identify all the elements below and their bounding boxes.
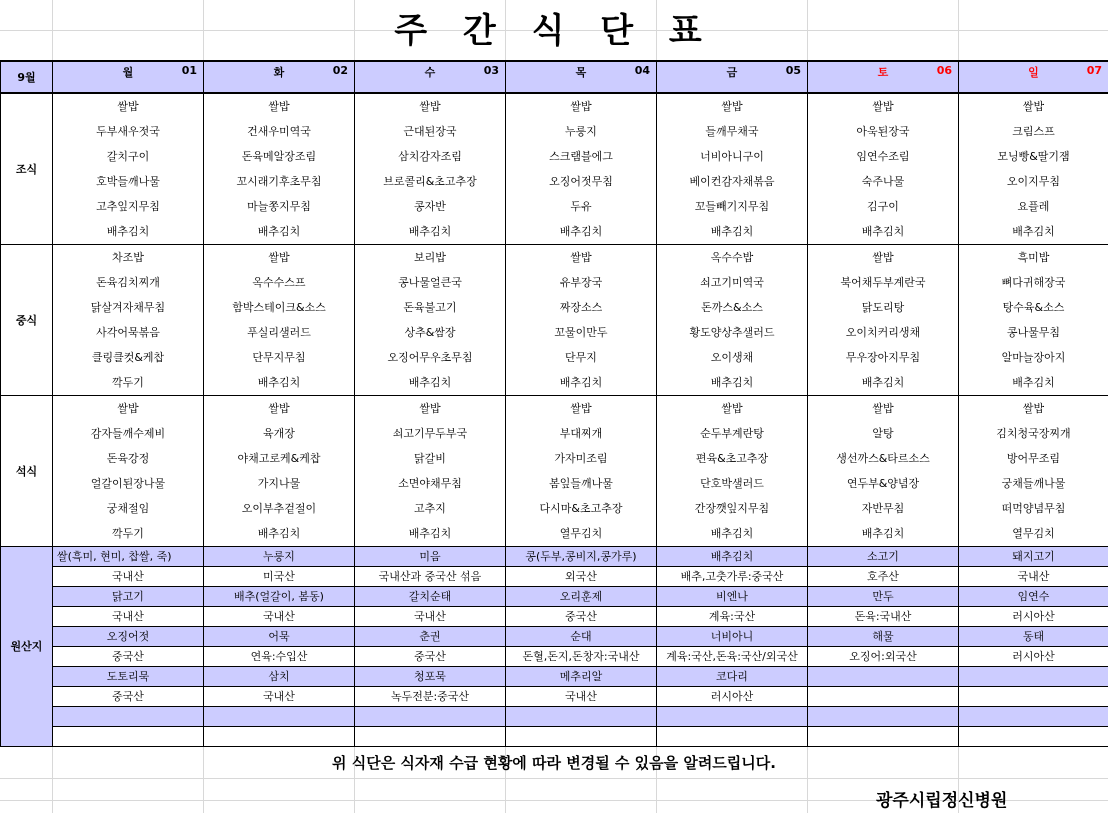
footer-notice: 위 식단은 식자재 수급 현황에 따라 변경될 수 있음을 알려드립니다.	[332, 754, 776, 772]
menu-item: 클링클컷&케찹	[91, 351, 165, 364]
origin-cell	[506, 707, 657, 727]
day-header-6	[808, 61, 959, 93]
menu-item: 쌀밥	[268, 251, 290, 264]
meal-day-cell	[808, 93, 959, 245]
origin-cell	[959, 687, 1108, 707]
menu-item: 쌀밥	[721, 402, 743, 415]
menu-item: 마늘쫑지무침	[247, 200, 311, 213]
origin-cell: 국내산	[204, 607, 355, 627]
menu-item: 뼈다귀해장국	[1001, 276, 1066, 289]
day-date: 07	[1086, 64, 1102, 77]
menu-item: 짜장소스	[559, 301, 603, 314]
origin-cell: 계육:국산	[657, 607, 808, 627]
menu-item: 단무지무침	[252, 351, 306, 364]
menu-item: 꼬들빼기지무침	[694, 200, 770, 213]
menu-item: 궁채절임	[106, 502, 150, 515]
menu-item: 고추지	[414, 502, 446, 515]
menu-item: 누룽지	[565, 125, 597, 138]
origin-cell: 중국산	[506, 607, 657, 627]
meal-day-cell	[808, 396, 959, 547]
day-header-2	[204, 61, 355, 93]
origin-cell: 너비아니	[657, 627, 808, 647]
origin-cell: 돼지고기	[959, 547, 1108, 567]
day-name: 일	[1028, 66, 1039, 79]
origin-label: 원산지	[1, 547, 53, 747]
menu-item: 간장깻잎지무침	[694, 502, 770, 515]
meal-day-cell	[506, 396, 657, 547]
origin-cell	[959, 667, 1108, 687]
menu-item: 배추김치	[710, 376, 754, 389]
origin-cell: 메추리알	[506, 667, 657, 687]
day-header-4	[506, 61, 657, 93]
menu-item: 옥수수밥	[710, 251, 754, 264]
menu-item: 오이지무침	[1006, 175, 1061, 188]
menu-item: 김구이	[867, 200, 899, 213]
origin-cell: 춘권	[355, 627, 506, 647]
menu-item: 쌀밥	[721, 100, 743, 113]
menu-item: 차조밥	[112, 251, 144, 264]
menu-item: 흑미밥	[1017, 251, 1050, 264]
menu-item: 모닝빵&딸기잼	[997, 150, 1070, 163]
menu-item: 배추김치	[408, 527, 452, 540]
menu-item: 배추김치	[710, 225, 754, 238]
menu-item: 꼬시래기후초무침	[236, 175, 322, 188]
menu-item: 감자들깨수제비	[90, 427, 166, 440]
meal-day-cell	[53, 245, 204, 396]
menu-item: 스크램블에그	[549, 150, 613, 163]
meal-day-cell	[657, 93, 808, 245]
menu-item: 가자미조림	[554, 452, 608, 465]
menu-item: 유부장국	[559, 276, 603, 289]
menu-item: 배추김치	[861, 376, 905, 389]
meal-day-cell	[808, 245, 959, 396]
menu-item: 브로콜리&초고추장	[383, 175, 477, 188]
origin-row-9	[1, 707, 1108, 727]
meal-day-cell	[506, 93, 657, 245]
origin-cell: 연육:수입산	[204, 647, 355, 667]
origin-cell	[53, 727, 204, 747]
menu-item: 봄잎들깨나물	[549, 477, 613, 490]
menu-item: 꼬물이만두	[554, 326, 608, 339]
origin-cell: 콩(두부,콩비지,콩가루)	[506, 547, 657, 567]
origin-cell	[657, 727, 808, 747]
day-name: 토	[877, 66, 889, 79]
meal-day-cell	[355, 396, 506, 547]
origin-row-8	[1, 687, 1108, 707]
menu-item: 떠먹양념무침	[1001, 502, 1066, 515]
origin-cell: 오리훈제	[506, 587, 657, 607]
menu-item: 들깨무채국	[705, 125, 759, 138]
weekly-menu-table	[0, 60, 1108, 747]
origin-row-7	[1, 667, 1108, 687]
origin-cell: 오징어:외국산	[808, 647, 959, 667]
menu-item: 쌀밥	[570, 251, 592, 264]
menu-item: 상추&쌈장	[404, 326, 456, 339]
hospital-name: 광주시립정신병원	[876, 791, 1008, 811]
menu-item: 열무김치	[1012, 527, 1055, 540]
menu-item: 쌀밥	[268, 100, 290, 113]
menu-item: 알마늘장아지	[1001, 351, 1066, 364]
menu-item: 배추김치	[408, 376, 452, 389]
menu-item: 임연수조림	[856, 150, 910, 163]
menu-item: 열무김치	[559, 527, 603, 540]
menu-item: 너비아니구이	[700, 150, 764, 163]
origin-cell: 청포묵	[355, 667, 506, 687]
menu-item: 돈육강정	[106, 452, 150, 465]
menu-item: 함박스테이크&소스	[232, 301, 326, 314]
menu-item: 숙주나물	[861, 175, 905, 188]
menu-item: 배추김치	[408, 225, 452, 238]
menu-item: 북어채두부계란국	[840, 276, 926, 289]
origin-cell: 비엔나	[657, 587, 808, 607]
origin-cell	[204, 727, 355, 747]
day-header-3	[355, 61, 506, 93]
menu-item: 쌀밥	[872, 402, 894, 415]
origin-cell	[657, 707, 808, 727]
menu-item: 단호박샐러드	[700, 477, 764, 490]
meal-label: 석식	[1, 396, 53, 547]
menu-item: 생선까스&타르소스	[836, 452, 930, 465]
day-name: 화	[273, 66, 285, 79]
menu-item: 돈육불고기	[403, 301, 457, 314]
origin-cell: 만두	[808, 587, 959, 607]
origin-cell: 배추,고춧가루:중국산	[657, 567, 808, 587]
origin-cell	[355, 707, 506, 727]
menu-item: 배추김치	[559, 376, 603, 389]
day-name: 목	[575, 66, 587, 79]
day-header-row	[1, 61, 1108, 93]
origin-cell: 호주산	[808, 567, 959, 587]
menu-item: 배추김치	[257, 376, 301, 389]
origin-cell: 미국산	[204, 567, 355, 587]
meal-day-cell	[53, 396, 204, 547]
menu-item: 깍두기	[112, 527, 144, 540]
menu-item: 크림스프	[1012, 125, 1055, 138]
menu-item: 황도양상추샐러드	[689, 326, 775, 339]
origin-cell: 외국산	[506, 567, 657, 587]
day-header-5	[657, 61, 808, 93]
origin-cell: 중국산	[53, 687, 204, 707]
origin-cell: 미음	[355, 547, 506, 567]
meal-day-cell	[959, 93, 1108, 245]
menu-item: 삼치감자조림	[398, 150, 462, 163]
origin-cell: 배추(얼갈이, 봄동)	[204, 587, 355, 607]
origin-cell: 국내산	[355, 607, 506, 627]
origin-cell: 순대	[506, 627, 657, 647]
menu-item: 다시마&초고추장	[539, 502, 623, 515]
meal-day-cell	[657, 396, 808, 547]
menu-item: 배추김치	[861, 225, 905, 238]
menu-item: 배추김치	[106, 225, 150, 238]
menu-item: 오이부추겉절이	[241, 502, 317, 515]
menu-item: 쌀밥	[570, 100, 592, 113]
menu-item: 푸실리샐러드	[247, 326, 311, 339]
origin-cell	[355, 727, 506, 747]
origin-row-4	[1, 607, 1108, 627]
origin-cell: 국내산	[506, 687, 657, 707]
day-header-1	[53, 61, 204, 93]
origin-cell: 오징어젓	[53, 627, 204, 647]
origin-cell: 돈육:국내산	[808, 607, 959, 627]
menu-item: 오징어무우초무침	[387, 351, 473, 364]
menu-item: 근대된장국	[403, 125, 457, 138]
menu-item: 고추잎지무침	[96, 200, 160, 213]
origin-cell: 러시아산	[959, 647, 1108, 667]
menu-item: 연두부&양념장	[846, 477, 920, 490]
menu-item: 무우장아지무침	[845, 351, 921, 364]
day-date: 05	[785, 64, 801, 77]
day-date: 03	[483, 64, 499, 77]
origin-cell: 녹두전분:중국산	[355, 687, 506, 707]
day-name: 월	[122, 66, 134, 79]
menu-item: 오이치커리생채	[845, 326, 921, 339]
origin-cell: 코다리	[657, 667, 808, 687]
origin-row-3	[1, 587, 1108, 607]
menu-item: 콩나물무침	[1006, 326, 1061, 339]
menu-item: 쌀밥	[419, 100, 441, 113]
origin-cell: 도토리묵	[53, 667, 204, 687]
menu-item: 베이컨감자채볶음	[689, 175, 775, 188]
menu-item: 쌀밥	[1022, 402, 1045, 415]
menu-item: 쌀밥	[872, 100, 894, 113]
menu-item: 건새우미역국	[247, 125, 311, 138]
origin-cell: 임연수	[959, 587, 1108, 607]
menu-item: 쌀밥	[419, 402, 441, 415]
menu-item: 궁채들깨나물	[1001, 477, 1066, 490]
meal-day-cell	[959, 245, 1108, 396]
menu-item: 배추김치	[861, 527, 905, 540]
meal-label: 중식	[1, 245, 53, 396]
menu-item: 쇠고기무두부국	[392, 427, 468, 440]
menu-item: 옥수수스프	[252, 276, 306, 289]
menu-item: 오징어젓무침	[549, 175, 613, 188]
origin-cell: 러시아산	[657, 687, 808, 707]
origin-cell	[808, 687, 959, 707]
origin-cell	[808, 707, 959, 727]
origin-cell: 해물	[808, 627, 959, 647]
origin-row-1	[1, 547, 1108, 567]
origin-cell	[808, 727, 959, 747]
menu-item: 보리밥	[414, 251, 446, 264]
menu-item: 호박들깨나물	[96, 175, 160, 188]
menu-item: 김치청국장찌개	[996, 427, 1071, 440]
origin-cell	[959, 727, 1108, 747]
month-cell: 9월	[1, 61, 53, 93]
day-header-7	[959, 61, 1108, 93]
menu-item: 배추김치	[257, 527, 301, 540]
origin-cell: 국내산	[53, 607, 204, 627]
origin-cell: 배추김치	[657, 547, 808, 567]
day-name: 금	[726, 66, 738, 79]
menu-item: 닭갈비	[414, 452, 446, 465]
menu-item: 방어무조림	[1006, 452, 1061, 465]
origin-cell	[53, 707, 204, 727]
origin-cell: 누룽지	[204, 547, 355, 567]
origin-cell: 국내산	[204, 687, 355, 707]
menu-item: 깍두기	[112, 376, 144, 389]
day-name: 수	[424, 66, 436, 79]
menu-item: 배추김치	[710, 527, 754, 540]
menu-item: 쌀밥	[117, 402, 139, 415]
menu-item: 편육&초고추장	[695, 452, 769, 465]
origin-cell: 국내산	[53, 567, 204, 587]
menu-item: 닭도리탕	[861, 301, 905, 314]
menu-item: 두유	[570, 200, 592, 213]
menu-item: 쌀밥	[872, 251, 894, 264]
menu-item: 자반무침	[861, 502, 905, 515]
menu-item: 쌀밥	[117, 100, 139, 113]
menu-item: 쇠고기미역국	[700, 276, 764, 289]
origin-row-2	[1, 567, 1108, 587]
menu-item: 쌀밥	[268, 402, 290, 415]
origin-row-10	[1, 727, 1108, 747]
menu-item: 배추김치	[559, 225, 603, 238]
menu-item: 쌀밥	[1022, 100, 1045, 113]
origin-cell: 중국산	[355, 647, 506, 667]
day-date: 04	[634, 64, 650, 77]
origin-cell	[506, 727, 657, 747]
menu-item: 배추김치	[257, 225, 301, 238]
menu-item: 가지나물	[257, 477, 301, 490]
menu-item: 배추김치	[1012, 376, 1055, 389]
meal-day-cell	[204, 93, 355, 245]
menu-item: 닭살겨자채무침	[90, 301, 166, 314]
origin-cell: 중국산	[53, 647, 204, 667]
menu-item: 탕수육&소스	[1002, 301, 1065, 314]
menu-item: 콩자반	[414, 200, 446, 213]
menu-item: 순두부계란탕	[700, 427, 764, 440]
meal-day-cell	[204, 396, 355, 547]
page-title: 주 간 식 단 표	[394, 11, 714, 51]
origin-cell: 돈혈,돈지,돈창자:국내산	[506, 647, 657, 667]
origin-cell: 국내산	[959, 567, 1108, 587]
meal-row-3	[1, 396, 1108, 547]
menu-item: 야채고로케&케찹	[237, 452, 321, 465]
menu-item: 돈육메알장조림	[241, 150, 317, 163]
menu-item: 두부새우젓국	[96, 125, 160, 138]
menu-item: 육개장	[263, 427, 295, 440]
meal-day-cell	[204, 245, 355, 396]
menu-item: 배추김치	[1012, 225, 1055, 238]
meal-row-2	[1, 245, 1108, 396]
origin-row-6	[1, 647, 1108, 667]
origin-cell: 삼치	[204, 667, 355, 687]
origin-cell: 국내산과 중국산 섞음	[355, 567, 506, 587]
day-date: 01	[181, 64, 197, 77]
menu-item: 부대찌개	[559, 427, 603, 440]
menu-item: 오이생채	[710, 351, 754, 364]
meal-day-cell	[53, 93, 204, 245]
menu-item: 얼갈이된장나물	[90, 477, 166, 490]
origin-cell: 어묵	[204, 627, 355, 647]
menu-item: 콩나물얼큰국	[398, 276, 462, 289]
origin-cell: 쌀(흑미, 현미, 찹쌀, 죽)	[53, 547, 204, 567]
day-date: 06	[936, 64, 952, 77]
origin-cell: 러시아산	[959, 607, 1108, 627]
origin-row-5	[1, 627, 1108, 647]
menu-item: 쌀밥	[570, 402, 592, 415]
meal-day-cell	[355, 245, 506, 396]
menu-item: 돈육김치찌개	[96, 276, 160, 289]
origin-cell	[204, 707, 355, 727]
meal-row-1	[1, 93, 1108, 245]
menu-item: 갈치구이	[106, 150, 150, 163]
origin-cell: 갈치순태	[355, 587, 506, 607]
day-date: 02	[332, 64, 348, 77]
meal-label: 조식	[1, 93, 53, 245]
meal-day-cell	[657, 245, 808, 396]
meal-day-cell	[959, 396, 1108, 547]
menu-item: 요플레	[1017, 200, 1050, 213]
menu-item: 단무지	[565, 351, 597, 364]
origin-cell	[808, 667, 959, 687]
origin-cell: 닭고기	[53, 587, 204, 607]
origin-cell: 계육:국산,돈육:국산/외국산	[657, 647, 808, 667]
menu-item: 알탕	[872, 427, 894, 440]
menu-item: 아욱된장국	[856, 125, 910, 138]
meal-day-cell	[355, 93, 506, 245]
origin-cell: 동태	[959, 627, 1108, 647]
menu-item: 사각어묵볶음	[96, 326, 160, 339]
meal-day-cell	[506, 245, 657, 396]
origin-cell	[959, 707, 1108, 727]
menu-item: 돈까스&소스	[701, 301, 763, 314]
menu-item: 소면야채무침	[398, 477, 462, 490]
origin-cell: 소고기	[808, 547, 959, 567]
